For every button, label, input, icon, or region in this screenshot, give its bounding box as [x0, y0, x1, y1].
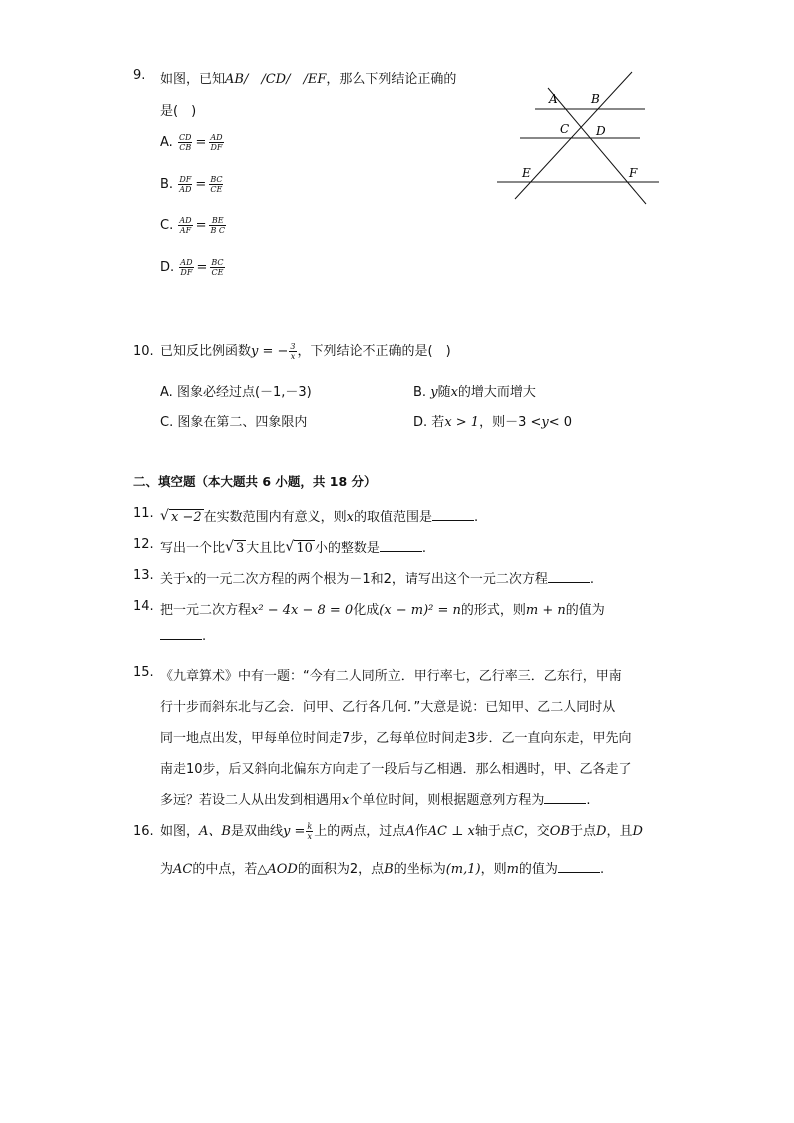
- q9-stem-line1: [160, 68, 456, 87]
- section-heading-fill-in: 二、填空题（本大题共 6 小题，共 18 分）: [133, 474, 377, 489]
- option-label: D.: [160, 260, 175, 275]
- answer-blank[interactable]: [432, 508, 474, 521]
- q10-number: 10.: [133, 344, 154, 359]
- q9-option-a[interactable]: A. $\frac{CD}{CB}$ = $\frac{AD}{DF}$: [160, 133, 223, 152]
- answer-blank[interactable]: [380, 539, 422, 552]
- fraction: $\frac{BC}{CE}$: [210, 175, 223, 194]
- q14-number: 14.: [133, 599, 154, 614]
- q15-line-1: 《九章算术》中有一题：“今有二人同所立．甲行率七，乙行率三．乙东行，甲南: [160, 669, 622, 684]
- q15-line-4: 南走10步，后又斜向北偏东方向走了一段后与乙相遇．那么相遇时，甲、乙各走了: [160, 762, 632, 777]
- q9-parallel-lines-figure: [495, 68, 665, 208]
- q16-number: 16.: [133, 824, 154, 839]
- label-c: C: [560, 122, 570, 136]
- fraction: $\frac{AD}{DF}$: [210, 133, 223, 152]
- q10-option-a[interactable]: A. 图象必经过点(－1,－3): [160, 385, 312, 400]
- q10-option-b[interactable]: B. y随x的增大而增大: [413, 385, 536, 400]
- answer-blank[interactable]: [160, 627, 202, 640]
- option-label: C.: [160, 218, 174, 233]
- q16-line-2: 为AC的中点，若△AOD的面积为2，点B的坐标为(m,1)，则m的值为 .: [160, 862, 605, 877]
- fraction: $\frac{DF}{AD}$: [179, 175, 192, 194]
- q9-option-d[interactable]: D. $\frac{AD}{DF}$ = $\frac{BC}{CE}$: [160, 258, 224, 277]
- answer-blank[interactable]: [544, 791, 586, 804]
- q11-number: 11.: [133, 506, 154, 521]
- answer-blank[interactable]: [548, 570, 590, 583]
- q9-parallel: AB/ /CD/ /EF: [225, 72, 327, 87]
- option-label: A.: [160, 135, 173, 150]
- q13-number: 13.: [133, 568, 154, 583]
- q15-number: 15.: [133, 665, 154, 680]
- q10-option-d[interactable]: D. 若x > 1，则－3 <y< 0: [413, 415, 573, 430]
- q10-option-c[interactable]: C. 图象在第二、四象限内: [160, 415, 308, 430]
- q12-number: 12.: [133, 537, 154, 552]
- q10-stem: 已知反比例函数y = − $\frac{3}{x}$ ，下列结论不正确的是( ): [160, 342, 451, 361]
- label-f: F: [629, 166, 638, 180]
- q13-text: 关于x的一元二次方程的两个根为－1和2，请写出这个一元二次方程 .: [160, 572, 595, 587]
- label-a: A: [549, 92, 558, 106]
- fraction: $\frac{k}{x}$: [307, 822, 313, 841]
- fraction: $\frac{3}{x}$: [290, 342, 296, 361]
- fraction: $\frac{CD}{CB}$: [178, 133, 192, 152]
- q11-text: √ x −2 在实数范围内有意义，则x的取值范围是 .: [160, 508, 479, 525]
- q9-option-c[interactable]: C. $\frac{AD}{AF}$ = $\frac{BE}{\text{B C}}$: [160, 216, 226, 235]
- q14-answer-line: .: [160, 627, 206, 644]
- label-e: E: [522, 166, 531, 180]
- q15-line-2: 行十步而斜东北与乙会．问甲、乙行各几何．”大意是说：已知甲、乙二人同时从: [160, 700, 616, 715]
- q15-line-5: 多远？若设二人从出发到相遇用x个单位时间，则根据题意列方程为 .: [160, 793, 591, 808]
- transversal-bf: [515, 72, 632, 199]
- option-label: B.: [160, 177, 174, 192]
- q9-option-b[interactable]: B. $\frac{DF}{AD}$ = $\frac{BC}{CE}$: [160, 175, 223, 194]
- q9-stem-a: 如图，已知: [160, 72, 226, 87]
- fraction: $\frac{BC}{CE}$: [211, 258, 224, 277]
- label-d: D: [596, 124, 606, 138]
- fraction: $\frac{AD}{DF}$: [180, 258, 193, 277]
- sqrt-expression: √ x −2: [160, 508, 202, 525]
- q15-line-3: 同一地点出发，甲每单位时间走7步，乙每单位时间走3步．乙一直向东走，甲先向: [160, 731, 632, 746]
- q9-stem-b: ，那么下列结论正确的: [326, 72, 457, 87]
- label-b: B: [591, 92, 600, 106]
- sqrt-expression: √ 10: [285, 539, 313, 556]
- sqrt-expression: √ 3: [225, 539, 245, 556]
- fraction: $\frac{AD}{AF}$: [179, 216, 192, 235]
- q16-line-1: 如图，A、B是双曲线y = $\frac{k}{x}$ 上的两点，过点A作AC ⊥ x轴于点C，交OB于点D，且D: [160, 822, 643, 841]
- answer-blank[interactable]: [558, 860, 600, 873]
- q9-number: 9.: [133, 68, 146, 83]
- q12-text: 写出一个比 √ 3 大且比 √ 10 小的整数是 .: [160, 539, 427, 556]
- fraction: $\frac{BE}{\text{B C}}$: [210, 216, 226, 235]
- q14-text: 把一元二次方程x² − 4x − 8 = 0化成(x − m)² = n的形式，则m + n的值为: [160, 603, 605, 618]
- q9-stem-c: 是( ): [160, 104, 197, 119]
